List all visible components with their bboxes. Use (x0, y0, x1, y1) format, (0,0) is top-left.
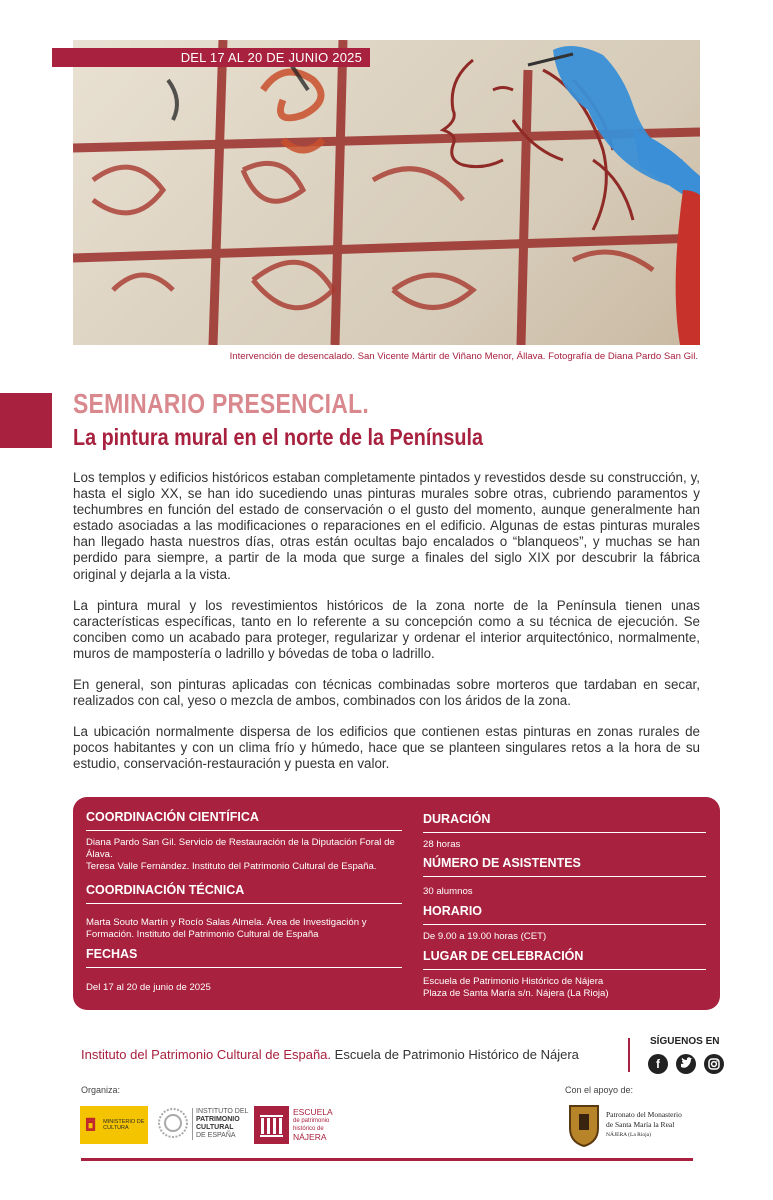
patronato-shield-icon (566, 1102, 602, 1148)
fechas-heading: FECHAS (86, 947, 402, 968)
patronato-text (606, 1110, 682, 1140)
organiza-label: Organiza: (81, 1085, 121, 1095)
ipce-emblem-icon (157, 1107, 189, 1139)
coord-cientifica-line1: Diana Pardo San Gil. Servicio de Restauración de la Diputación Foral de Álava. (86, 837, 395, 861)
twitter-icon[interactable] (676, 1054, 696, 1074)
coat-of-arms-icon (84, 1112, 97, 1138)
arch-icon (254, 1106, 289, 1144)
footer-organization (81, 1047, 579, 1062)
page-title: La pintura mural en el norte de la Península (73, 424, 483, 450)
patronato-line: Patronato del Monasterio (606, 1110, 682, 1119)
paragraph: En general, son pinturas aplicadas con técnicas combinadas sobre morteros que tardaban en secar, realizados con cal, yeso o mezcla de ambos, combinados con los áridos de la zona. (73, 677, 700, 709)
ipce-line: INSTITUTO DEL (196, 1108, 249, 1115)
paragraph: La ubicación normalmente dispersa de los edificios que contienen estas pinturas en zonas rurales de pocos habitantes y con un clima frío y húmedo, hace que se planteen singulares retos a la hora de su estudio, conservación-restauración y puesta en valor. (73, 724, 700, 772)
org-secondary: Escuela de Patrimonio Histórico de Nájera (334, 1047, 579, 1062)
photo-caption: Intervención de desencalado. San Vicente Mártir de Viñano Menor, Állava. Fotografía de Diana Pardo San Gil. (229, 351, 698, 362)
lugar-section (423, 949, 706, 1000)
fechas-text: Del 17 al 20 de junio de 2025 (86, 982, 211, 993)
ipce-text (192, 1108, 248, 1140)
ministerio-logo (80, 1106, 148, 1144)
ipce-line: CULTURAL (196, 1124, 234, 1131)
coord-cientifica-section (86, 810, 402, 874)
duracion-heading: DURACIÓN (423, 812, 706, 833)
escuela-text (293, 1108, 333, 1142)
horario-text: De 9.00 a 19.00 horas (CET) (423, 931, 547, 942)
ipce-logo (157, 1107, 189, 1144)
ipce-line: DE ESPAÑA (196, 1132, 236, 1139)
bottom-line (81, 1158, 693, 1161)
coord-tecnica-text: Marta Souto Martín y Rocío Salas Almela. Área de Investigación y Formación. Instituto del Patrimonio Cultural de España (86, 917, 367, 941)
facebook-icon[interactable]: f (648, 1054, 668, 1074)
patronato-line: NÁJERA (La Rioja) (606, 1132, 651, 1138)
horario-section (423, 904, 706, 943)
asistentes-section (423, 856, 706, 898)
follow-label: SÍGUENOS EN (650, 1036, 720, 1047)
accent-block (0, 393, 52, 448)
paragraph: Los templos y edificios históricos estaban completamente pintados y revestidos desde su construcción, y, hasta el siglo XX, se han ido sucediendo unas pinturas murales sobre otras, cubriendo paramentos y techumbres en función del estado de conservación o el gusto del momento, aunque generalmente han estado asociadas a las modificaciones o reparaciones en el edificio. Algunas de estas pinturas murales han llegado hasta nuestros días, otras están ocultas bajo encalados o “blanqueos”, y muchas se han perdido para siempre, a partir de la moda que surge a finales del siglo XIX por descubrir la fábrica original y dejarla a la vista. (73, 470, 700, 582)
instagram-icon[interactable] (704, 1054, 724, 1074)
patronato-logo (566, 1102, 602, 1148)
seminar-label: SEMINARIO PRESENCIAL. (73, 388, 370, 419)
duracion-text: 28 horas (423, 839, 461, 850)
coord-tecnica-section (86, 883, 402, 941)
fechas-section (86, 947, 402, 994)
asistentes-text: 30 alumnos (423, 886, 473, 897)
duracion-section (423, 812, 706, 851)
coord-cientifica-heading: COORDINACIÓN CIENTÍFICA (86, 810, 402, 831)
escuela-line: de patrimonio (293, 1118, 330, 1124)
coord-tecnica-heading: COORDINACIÓN TÉCNICA (86, 883, 402, 904)
ministerio-text: MINISTERIO DE CULTURA (103, 1119, 145, 1131)
body-text (73, 470, 700, 788)
hero-photo (73, 40, 700, 345)
coord-cientifica-line2: Teresa Valle Fernández. Instituto del Patrimonio Cultural de España. (86, 861, 377, 873)
mural-illustration (73, 40, 700, 345)
ipce-line: PATRIMONIO (196, 1116, 240, 1123)
org-primary: Instituto del Patrimonio Cultural de España. (81, 1047, 332, 1062)
lugar-heading: LUGAR DE CELEBRACIÓN (423, 949, 706, 970)
date-banner: DEL 17 AL 20 DE JUNIO 2025 (52, 48, 370, 67)
horario-heading: HORARIO (423, 904, 706, 925)
lugar-line2: Plaza de Santa María s/n. Nájera (La Rioja) (423, 988, 609, 1000)
lugar-line1: Escuela de Patrimonio Histórico de Nájera (423, 976, 604, 987)
escuela-line: NÁJERA (293, 1132, 327, 1142)
patronato-line: de Santa María la Real (606, 1120, 675, 1129)
footer-divider (628, 1038, 630, 1072)
escuela-logo (254, 1106, 289, 1144)
paragraph: La pintura mural y los revestimientos históricos de la zona norte de la Península tienen unas características específicas, tanto en lo referente a su concepción como a su técnica de ejecución. Se conciben como un acabado para proteger, regularizar y ordenar el interior arquitectónico, normalmente, muros de mampostería o ladrillo y bóvedas de toba o ladrillo. (73, 597, 700, 661)
escuela-line: histórico de (293, 1126, 324, 1132)
asistentes-heading: NÚMERO DE ASISTENTES (423, 856, 706, 877)
info-box (73, 797, 720, 1010)
escuela-line: ESCUELA (293, 1107, 333, 1117)
apoyo-label: Con el apoyo de: (565, 1085, 634, 1095)
